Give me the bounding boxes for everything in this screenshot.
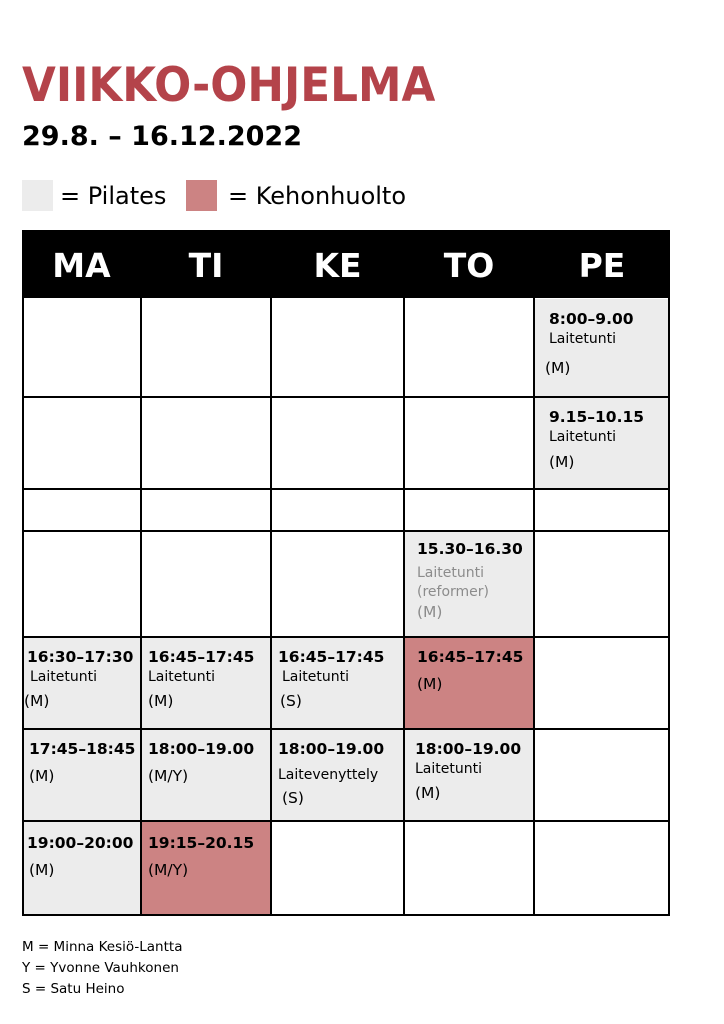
class-cell-ke-1[interactable] [272, 637, 404, 728]
class-cell-to-1[interactable] [405, 531, 534, 636]
class-cell-to-2[interactable] [405, 637, 534, 728]
grid-line [22, 530, 670, 532]
class-name: Laitetunti [549, 330, 616, 347]
class-time: 16:45–17:45 [148, 648, 255, 666]
class-instructor: (M/Y) [148, 766, 189, 785]
class-cell-pe-2[interactable] [535, 397, 670, 488]
class-instructor: (M) [417, 602, 443, 621]
date-range: 29.8. – 16.12.2022 [22, 121, 302, 152]
grid-line [22, 298, 24, 916]
class-time: 8:00–9.00 [549, 310, 634, 328]
class-instructor: (M) [545, 358, 571, 377]
class-cell-ti-2[interactable] [142, 729, 271, 820]
grid-line [668, 230, 670, 916]
grid-line [22, 396, 670, 398]
class-cell-ma-1[interactable] [23, 637, 141, 728]
class-time: 18:00–19.00 [278, 740, 385, 758]
class-time: 15.30–16.30 [417, 540, 523, 558]
class-cell-to-3[interactable] [405, 729, 534, 820]
class-name: Laitetunti [30, 668, 97, 685]
class-cell-pe-1[interactable] [535, 299, 670, 396]
grid-line [22, 820, 670, 822]
instructor-key-y: Y = Yvonne Vauhkonen [22, 960, 179, 976]
class-name: Laitetunti [549, 428, 616, 445]
class-cell-ti-1[interactable] [142, 637, 271, 728]
class-instructor: (M/Y) [148, 860, 189, 879]
class-name: Laitetunti [415, 760, 482, 777]
class-time: 19:00–20:00 [27, 834, 134, 852]
grid-line [270, 298, 272, 916]
class-time: 16:30–17:30 [27, 648, 134, 666]
class-name: Laitetunti [148, 668, 215, 685]
legend-label-pilates: = Pilates [60, 182, 167, 210]
instructor-key-m: M = Minna Kesiö-Lantta [22, 939, 183, 955]
class-cell-ke-2[interactable] [272, 729, 404, 820]
grid-line [22, 728, 670, 730]
legend-swatch-pilates [22, 180, 53, 211]
class-time: 17:45–18:45 [29, 740, 136, 758]
page-title: VIIKKO-OHJELMA [22, 58, 436, 113]
class-instructor: (M) [417, 674, 443, 693]
table-header [22, 230, 670, 298]
class-time: 16:45–17:45 [417, 648, 524, 666]
class-time: 9.15–10.15 [549, 408, 645, 426]
day-header-pe: PE [578, 246, 626, 285]
class-instructor: (M) [148, 691, 174, 710]
grid-line [140, 298, 142, 916]
day-header-ma: MA [52, 246, 111, 285]
class-instructor: (S) [280, 691, 302, 710]
grid-line [22, 488, 670, 490]
day-header-to: TO [443, 246, 495, 285]
day-header-ke: KE [313, 246, 362, 285]
legend-swatch-kehonhuolto [186, 180, 217, 211]
class-time: 19:15–20.15 [148, 834, 255, 852]
grid-line [403, 298, 405, 916]
class-cell-ti-3[interactable] [142, 821, 271, 916]
class-name: Laitetunti [282, 668, 349, 685]
instructor-key-s: S = Satu Heino [22, 981, 125, 997]
schedule-table [22, 230, 670, 916]
class-time: 16:45–17:45 [278, 648, 385, 666]
class-instructor: (M) [24, 691, 50, 710]
class-instructor: (M) [415, 783, 441, 802]
day-header-ti: TI [188, 246, 224, 285]
class-time: 18:00–19.00 [415, 740, 522, 758]
class-name: Laitetunti [417, 564, 484, 581]
class-name: Laitevenyttely [278, 766, 379, 783]
class-instructor: (M) [29, 766, 55, 785]
class-name-detail: (reformer) [417, 583, 489, 600]
class-cell-ma-2[interactable] [23, 729, 141, 820]
grid-line [22, 636, 670, 638]
class-instructor: (S) [282, 788, 304, 807]
legend-label-kehonhuolto: = Kehonhuolto [228, 182, 407, 210]
grid-line [22, 914, 670, 916]
grid-line [533, 298, 535, 916]
instructor-key [22, 937, 182, 1000]
class-time: 18:00–19.00 [148, 740, 255, 758]
class-instructor: (M) [549, 452, 575, 471]
class-instructor: (M) [29, 860, 55, 879]
class-cell-ma-3[interactable] [23, 821, 141, 916]
